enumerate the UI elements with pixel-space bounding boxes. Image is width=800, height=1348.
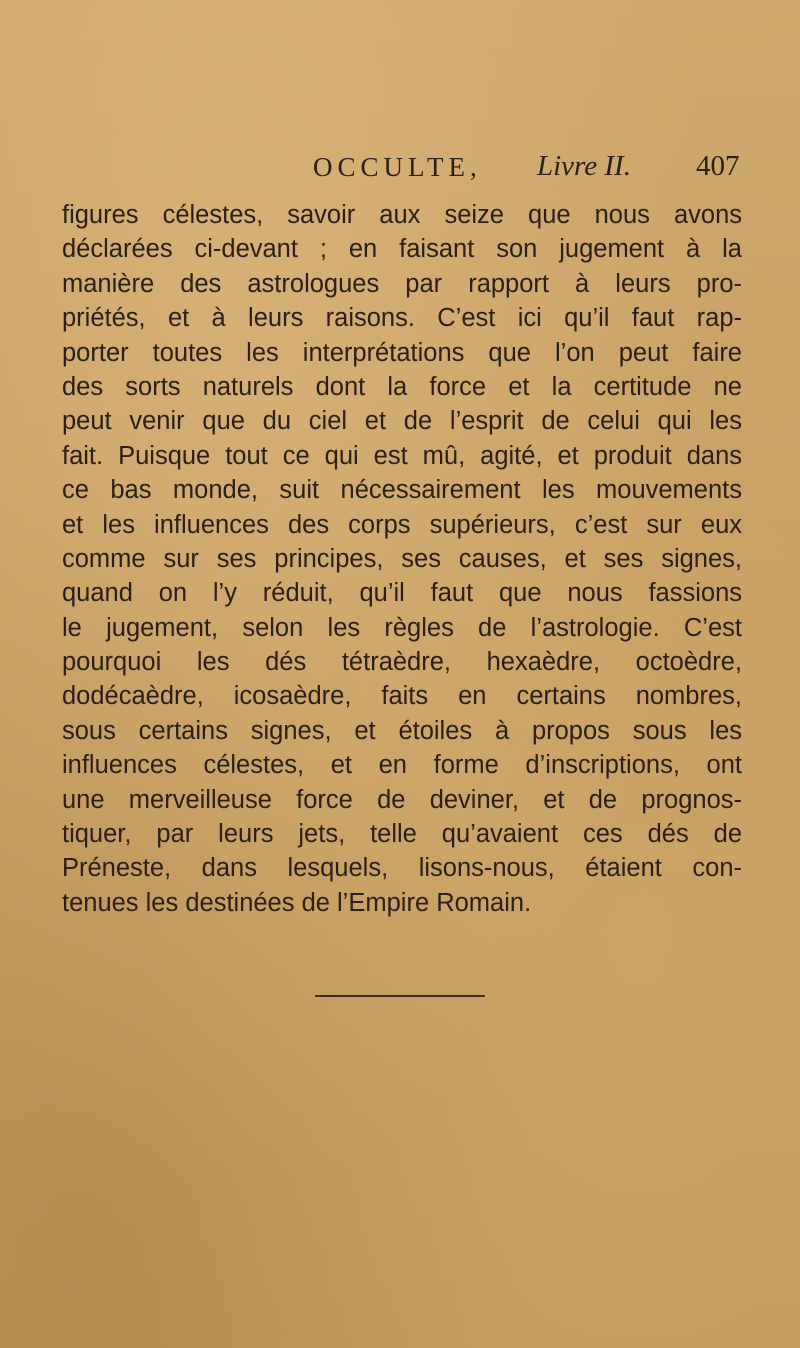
text-line: tenues les destinées de l’Empire Romain. (62, 888, 532, 917)
text-line: influences célestes, et en forme d’inscriptions, ont (62, 751, 742, 780)
text-line: ce bas monde, suit nécessairement les mouvements (62, 476, 742, 505)
text-line: porter toutes les interprétations que l’on peut faire (62, 338, 742, 367)
text-line: et les influences des corps supérieurs, c’est sur eux (62, 510, 742, 539)
text-line: le jugement, selon les règles de l’astrologie. C’est (62, 613, 742, 642)
body-paragraph (62, 198, 742, 920)
text-line: comme sur ses principes, ses causes, et ses signes, (62, 544, 742, 573)
text-line: pourquoi les dés tétraèdre, hexaèdre, octoèdre, (62, 648, 742, 677)
text-line: tiquer, par leurs jets, telle qu’avaient ces dés de (62, 820, 742, 849)
text-line: des sorts naturels dont la force et la certitude ne (62, 372, 742, 401)
text-line: sous certains signes, et étoiles à propos sous les (62, 716, 742, 745)
text-line: fait. Puisque tout ce qui est mû, agité, et produit dans (62, 441, 742, 470)
running-head-title: OCCULTE, (313, 152, 482, 182)
text-line: quand on l’y réduit, qu’il faut que nous fassions (62, 579, 742, 608)
text-line: peut venir que du ciel et de l’esprit de celui qui les (62, 407, 742, 436)
page-number: 407 (696, 150, 740, 182)
text-line: déclarées ci-devant ; en faisant son jugement à la (62, 235, 742, 264)
running-head (0, 150, 800, 186)
text-line: manière des astrologues par rapport à leurs pro- (62, 269, 742, 298)
text-line: dodécaèdre, icosaèdre, faits en certains nombres, (62, 682, 742, 711)
running-head-book: Livre II. (537, 150, 631, 182)
text-line: Préneste, dans lesquels, lisons-nous, étaient con- (62, 854, 742, 883)
text-line: figures célestes, savoir aux seize que nous avons (62, 201, 742, 229)
section-divider (315, 995, 485, 997)
text-line: une merveilleuse force de deviner, et de prognos- (62, 785, 742, 814)
text-line: priétés, et à leurs raisons. C’est ici qu’il faut rap- (62, 304, 742, 333)
